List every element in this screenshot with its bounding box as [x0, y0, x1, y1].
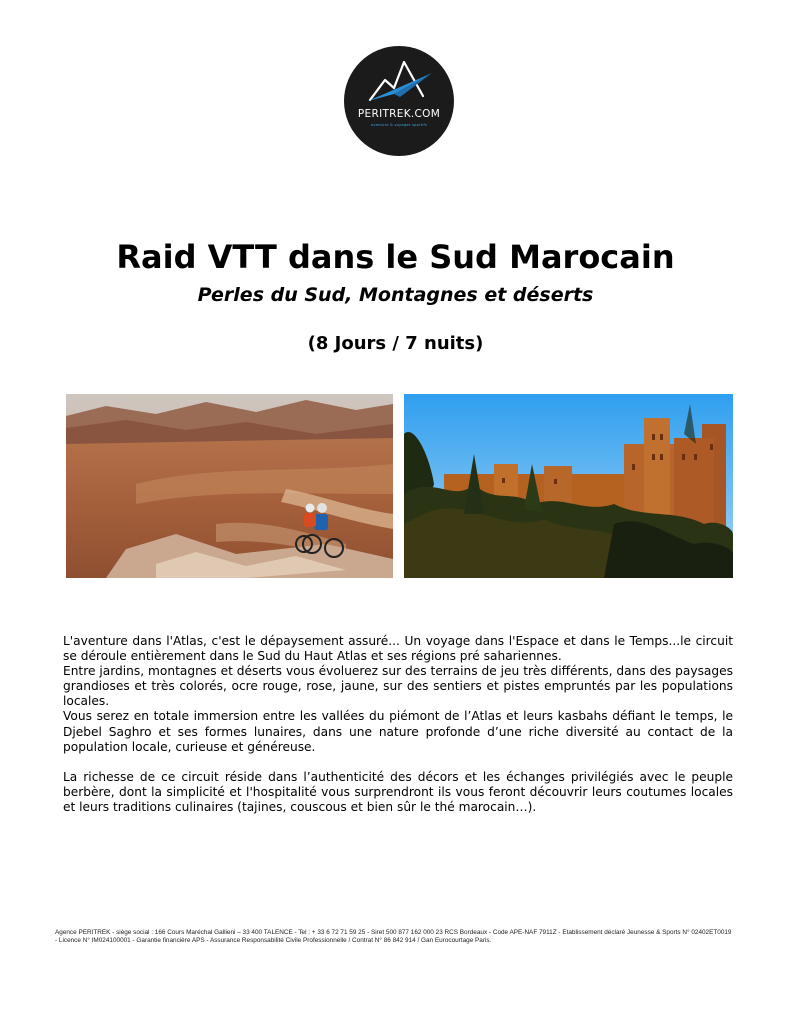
logo-tagline: aventure & voyages sportifs — [370, 123, 428, 127]
trip-duration: (8 Jours / 7 nuits) — [307, 333, 484, 354]
paragraph-culture: La richesse de ce circuit réside dans l’authenticité des décors et les échanges privilégiés avec le peuple berbère, dont la simplicité et l'hospitalité vous surprendront ils vous feront découvrir leurs coutumes locales et leurs traditions culinaires (tajines, couscous et bien sûr le thé marocain…). — [63, 769, 733, 815]
description-text — [63, 634, 733, 815]
mountain-logo-icon — [344, 46, 454, 156]
peritrek-logo — [344, 46, 454, 156]
paragraph-immersion: Vous serez en totale immersion entre les vallées du piémont de l’Atlas et leurs kasbahs défiant le temps, le Djebel Saghro et ses formes lunaires, dans une nature profonde d’une riche diversité au contact de la population locale, curieuse et généreuse. — [63, 709, 733, 754]
kasbah-photo — [404, 394, 733, 578]
desert-cyclists-photo — [66, 394, 393, 578]
paragraph-intro: L'aventure dans l'Atlas, c'est le dépaysement assuré... Un voyage dans l'Espace et dans le Temps...le circuit se déroule entièrement dans le Sud du Haut Atlas et ses régions pré sahariennes. — [63, 634, 733, 664]
logo-name: PERITREK.COM — [357, 108, 441, 120]
legal-footer — [55, 929, 745, 945]
paragraph-landscapes: Entre jardins, montagnes et déserts vous évoluerez sur des terrains de jeu très différents, dans des paysages grandioses et très colorés, ocre rouge, rose, jaune, sur des sentiers et pistes empruntés par les populations locales. — [63, 664, 733, 709]
footer-line-1: Agence PERITREK - siège social : 166 Cours Maréchal Gallieni – 33 400 TALENCE - Tel : + 33 6 72 71 59 25 - Siret 500 877 162 000 23 RCS Bordeaux - Code APE-NAF 7911Z - Etablissement déclaré Jeunesse & Sports N° 02402ET0019 — [55, 929, 732, 936]
footer-line-2: - Licence N° IM024100001 - Garantie financière APS - Assurance Responsabilité Civile Professionnelle / Contrat N° 86 842 914 / Gan Eurocourtage Paris. — [55, 937, 492, 944]
page-subtitle: Perles du Sud, Montagnes et déserts — [197, 284, 594, 306]
page-title: Raid VTT dans le Sud Marocain — [116, 238, 675, 276]
